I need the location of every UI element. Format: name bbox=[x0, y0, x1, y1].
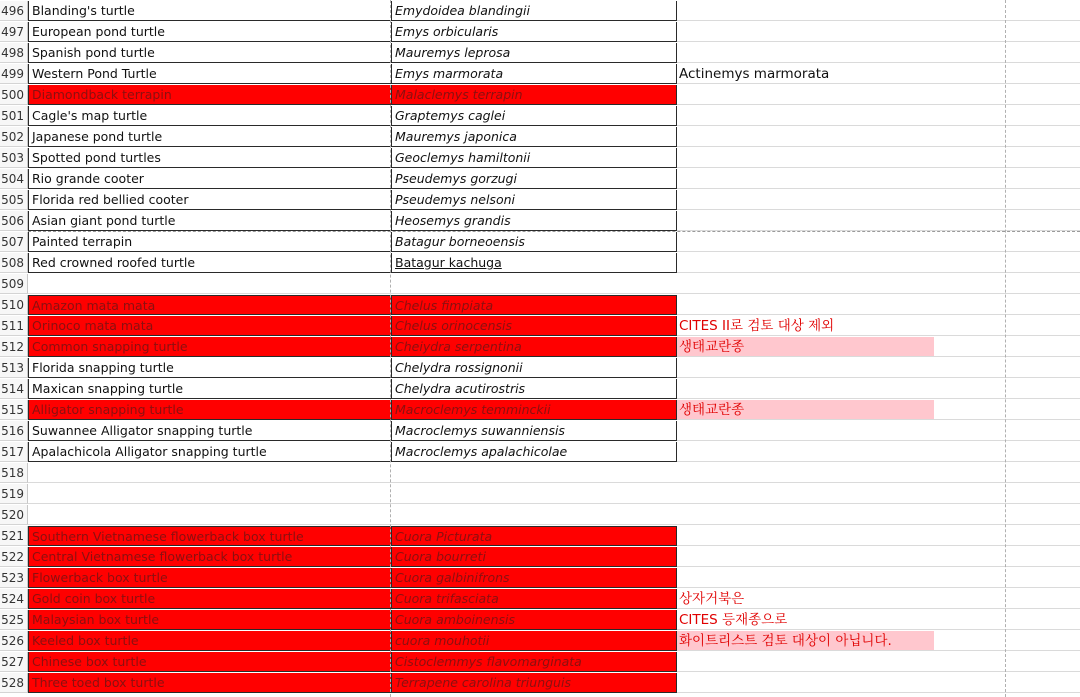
scientific-name-cell[interactable] bbox=[391, 274, 677, 294]
empty-cell[interactable] bbox=[1006, 127, 1080, 147]
common-name-cell[interactable]: Japanese pond turtle bbox=[28, 127, 391, 147]
table-row bbox=[0, 673, 1080, 694]
empty-cell[interactable] bbox=[934, 400, 1006, 420]
empty-cell[interactable] bbox=[934, 631, 1006, 651]
scientific-name-cell[interactable]: Macroclemys suwanniensis bbox=[391, 421, 677, 441]
table-row bbox=[0, 589, 1080, 610]
scientific-name-cell[interactable]: Pseudemys gorzugi bbox=[391, 169, 677, 189]
table-row bbox=[0, 274, 1080, 295]
note-cell[interactable] bbox=[677, 484, 934, 504]
note-cell[interactable]: CITES 등재종으로 bbox=[677, 610, 934, 630]
table-row bbox=[0, 526, 1080, 547]
empty-cell[interactable] bbox=[934, 127, 1006, 147]
row-header[interactable]: 525 bbox=[0, 610, 28, 630]
empty-cell[interactable] bbox=[1006, 358, 1080, 378]
empty-cell[interactable] bbox=[1006, 589, 1080, 609]
table-row bbox=[0, 316, 1080, 337]
empty-cell[interactable] bbox=[934, 43, 1006, 63]
row-header[interactable]: 516 bbox=[0, 421, 28, 441]
table-row bbox=[0, 232, 1080, 253]
note-cell[interactable] bbox=[677, 526, 934, 546]
row-header[interactable]: 509 bbox=[0, 274, 28, 294]
common-name-cell[interactable]: Three toed box turtle bbox=[28, 673, 391, 693]
note-cell[interactable] bbox=[677, 232, 934, 252]
row-header[interactable]: 503 bbox=[0, 148, 28, 168]
empty-cell[interactable] bbox=[1006, 43, 1080, 63]
common-name-cell[interactable]: Alligator snapping turtle bbox=[28, 400, 391, 420]
empty-cell[interactable] bbox=[934, 295, 1006, 315]
scientific-name-cell[interactable]: Cuora bourreti bbox=[391, 547, 677, 567]
row-header[interactable]: 514 bbox=[0, 379, 28, 399]
note-cell[interactable]: 화이트리스트 검토 대상이 아닙니다. bbox=[677, 631, 934, 651]
common-name-cell[interactable]: Asian giant pond turtle bbox=[28, 211, 391, 231]
scientific-name-cell[interactable] bbox=[391, 505, 677, 525]
row-header[interactable]: 498 bbox=[0, 43, 28, 63]
empty-cell[interactable] bbox=[934, 337, 1006, 357]
row-header[interactable]: 501 bbox=[0, 106, 28, 126]
empty-cell[interactable] bbox=[1006, 274, 1080, 294]
empty-cell[interactable] bbox=[1006, 505, 1080, 525]
scientific-name-cell[interactable]: Emys marmorata bbox=[391, 64, 677, 84]
scientific-name-cell[interactable]: Batagur kachuga bbox=[391, 253, 677, 273]
table-row bbox=[0, 253, 1080, 274]
empty-cell[interactable] bbox=[934, 505, 1006, 525]
empty-cell[interactable] bbox=[934, 526, 1006, 546]
row-header[interactable]: 507 bbox=[0, 232, 28, 252]
empty-cell[interactable] bbox=[934, 211, 1006, 231]
note-cell[interactable]: 상자거북은 bbox=[677, 589, 934, 609]
row-header[interactable]: 502 bbox=[0, 127, 28, 147]
empty-cell[interactable] bbox=[1006, 379, 1080, 399]
empty-cell[interactable] bbox=[1006, 295, 1080, 315]
common-name-cell[interactable]: Common snapping turtle bbox=[28, 337, 391, 357]
note-cell[interactable] bbox=[677, 22, 934, 42]
common-name-cell[interactable]: Orinoco mata mata bbox=[28, 316, 391, 336]
common-name-cell[interactable]: Blanding's turtle bbox=[28, 1, 391, 21]
common-name-cell[interactable]: Spanish pond turtle bbox=[28, 43, 391, 63]
scientific-name-cell[interactable]: Macroclemys apalachicolae bbox=[391, 442, 677, 462]
row-header[interactable]: 518 bbox=[0, 463, 28, 483]
common-name-cell[interactable]: Keeled box turtle bbox=[28, 631, 391, 651]
row-header[interactable]: 520 bbox=[0, 505, 28, 525]
empty-cell[interactable] bbox=[934, 85, 1006, 105]
row-header[interactable]: 513 bbox=[0, 358, 28, 378]
empty-cell[interactable] bbox=[1006, 463, 1080, 483]
empty-cell[interactable] bbox=[1006, 316, 1080, 336]
table-row bbox=[0, 169, 1080, 190]
common-name-cell[interactable]: Central Vietnamese flowerback box turtle bbox=[28, 547, 391, 567]
common-name-cell[interactable] bbox=[28, 484, 391, 504]
empty-cell[interactable] bbox=[1006, 610, 1080, 630]
row-header[interactable]: 521 bbox=[0, 526, 28, 546]
empty-cell[interactable] bbox=[1006, 64, 1080, 84]
table-row bbox=[0, 421, 1080, 442]
empty-cell[interactable] bbox=[1006, 169, 1080, 189]
note-cell[interactable]: 생태교란종 bbox=[677, 400, 934, 420]
table-row bbox=[0, 1, 1080, 22]
empty-cell[interactable] bbox=[934, 484, 1006, 504]
table-row bbox=[0, 295, 1080, 316]
common-name-cell[interactable]: Maxican snapping turtle bbox=[28, 379, 391, 399]
empty-cell[interactable] bbox=[934, 421, 1006, 441]
note-cell[interactable] bbox=[677, 169, 934, 189]
empty-cell[interactable] bbox=[934, 316, 1006, 336]
empty-cell[interactable] bbox=[934, 442, 1006, 462]
note-cell[interactable] bbox=[677, 43, 934, 63]
table-row bbox=[0, 610, 1080, 631]
note-cell[interactable] bbox=[677, 505, 934, 525]
empty-cell[interactable] bbox=[934, 358, 1006, 378]
scientific-name-cell[interactable]: Chelydra rossignonii bbox=[391, 358, 677, 378]
common-name-cell[interactable]: Florida red bellied cooter bbox=[28, 190, 391, 210]
common-name-cell[interactable]: Red crowned roofed turtle bbox=[28, 253, 391, 273]
empty-cell[interactable] bbox=[1006, 400, 1080, 420]
table-row bbox=[0, 484, 1080, 505]
empty-cell[interactable] bbox=[1006, 652, 1080, 672]
empty-cell[interactable] bbox=[1006, 106, 1080, 126]
empty-cell[interactable] bbox=[1006, 1, 1080, 21]
scientific-name-cell[interactable]: Graptemys caglei bbox=[391, 106, 677, 126]
empty-cell[interactable] bbox=[934, 568, 1006, 588]
row-header[interactable]: 511 bbox=[0, 316, 28, 336]
common-name-cell[interactable]: Suwannee Alligator snapping turtle bbox=[28, 421, 391, 441]
row-header[interactable]: 527 bbox=[0, 652, 28, 672]
common-name-cell[interactable]: Flowerback box turtle bbox=[28, 568, 391, 588]
table-row bbox=[0, 547, 1080, 568]
table-row bbox=[0, 64, 1080, 85]
row-header[interactable]: 510 bbox=[0, 295, 28, 315]
table-row bbox=[0, 505, 1080, 526]
common-name-cell[interactable]: European pond turtle bbox=[28, 22, 391, 42]
note-cell[interactable] bbox=[677, 274, 934, 294]
row-header[interactable]: 497 bbox=[0, 22, 28, 42]
common-name-cell[interactable] bbox=[28, 463, 391, 483]
empty-cell[interactable] bbox=[934, 22, 1006, 42]
row-header[interactable]: 512 bbox=[0, 337, 28, 357]
table-row bbox=[0, 337, 1080, 358]
note-cell[interactable] bbox=[677, 295, 934, 315]
table-row bbox=[0, 85, 1080, 106]
empty-cell[interactable] bbox=[1006, 190, 1080, 210]
empty-cell[interactable] bbox=[934, 379, 1006, 399]
empty-cell[interactable] bbox=[934, 106, 1006, 126]
note-cell[interactable] bbox=[677, 148, 934, 168]
empty-cell[interactable] bbox=[1006, 337, 1080, 357]
table-row bbox=[0, 442, 1080, 463]
table-row bbox=[0, 148, 1080, 169]
scientific-name-cell[interactable]: Pseudemys nelsoni bbox=[391, 190, 677, 210]
row-header[interactable]: 515 bbox=[0, 400, 28, 420]
empty-cell[interactable] bbox=[934, 232, 1006, 252]
empty-cell[interactable] bbox=[934, 1, 1006, 21]
scientific-name-cell[interactable]: Geoclemys hamiltonii bbox=[391, 148, 677, 168]
note-cell[interactable] bbox=[677, 106, 934, 126]
row-header[interactable]: 505 bbox=[0, 190, 28, 210]
scientific-name-cell[interactable]: Chelus fimpiata bbox=[391, 295, 677, 315]
empty-cell[interactable] bbox=[934, 589, 1006, 609]
table-row bbox=[0, 631, 1080, 652]
scientific-name-cell[interactable]: Terrapene carolina triunguis bbox=[391, 673, 677, 693]
note-cell[interactable] bbox=[677, 253, 934, 273]
note-cell[interactable] bbox=[677, 652, 934, 672]
row-header[interactable]: 528 bbox=[0, 673, 28, 693]
note-cell[interactable] bbox=[677, 85, 934, 105]
empty-cell[interactable] bbox=[934, 673, 1006, 693]
table-row bbox=[0, 127, 1080, 148]
common-name-cell[interactable]: Florida snapping turtle bbox=[28, 358, 391, 378]
table-row bbox=[0, 400, 1080, 421]
common-name-cell[interactable]: Malaysian box turtle bbox=[28, 610, 391, 630]
scientific-name-cell[interactable]: Cuora galbinifrons bbox=[391, 568, 677, 588]
empty-cell[interactable] bbox=[934, 169, 1006, 189]
row-header[interactable]: 523 bbox=[0, 568, 28, 588]
common-name-cell[interactable]: Gold coin box turtle bbox=[28, 589, 391, 609]
common-name-cell[interactable]: Painted terrapin bbox=[28, 232, 391, 252]
common-name-cell[interactable]: Apalachicola Alligator snapping turtle bbox=[28, 442, 391, 462]
empty-cell[interactable] bbox=[1006, 673, 1080, 693]
note-cell[interactable] bbox=[677, 379, 934, 399]
note-cell[interactable] bbox=[677, 1, 934, 21]
empty-cell[interactable] bbox=[934, 274, 1006, 294]
common-name-cell[interactable]: Rio grande cooter bbox=[28, 169, 391, 189]
row-header[interactable]: 504 bbox=[0, 169, 28, 189]
scientific-name-cell[interactable]: Chelus orinocensis bbox=[391, 316, 677, 336]
empty-cell[interactable] bbox=[1006, 442, 1080, 462]
scientific-name-cell[interactable]: Cheiydra serpentina bbox=[391, 337, 677, 357]
common-name-cell[interactable] bbox=[28, 505, 391, 525]
empty-cell[interactable] bbox=[1006, 484, 1080, 504]
scientific-name-cell[interactable]: Mauremys japonica bbox=[391, 127, 677, 147]
empty-cell[interactable] bbox=[934, 547, 1006, 567]
scientific-name-cell[interactable]: Chelydra acutirostris bbox=[391, 379, 677, 399]
scientific-name-cell[interactable]: Macroclemys temminckii bbox=[391, 400, 677, 420]
note-cell[interactable] bbox=[677, 463, 934, 483]
row-header[interactable]: 500 bbox=[0, 85, 28, 105]
scientific-name-cell[interactable]: Heosemys grandis bbox=[391, 211, 677, 231]
note-cell[interactable] bbox=[677, 442, 934, 462]
scientific-name-cell[interactable]: Emys orbicularis bbox=[391, 22, 677, 42]
empty-cell[interactable] bbox=[1006, 421, 1080, 441]
note-cell[interactable] bbox=[677, 568, 934, 588]
note-cell[interactable]: CITES II로 검토 대상 제외 bbox=[677, 316, 934, 336]
scientific-name-cell[interactable]: Batagur borneoensis bbox=[391, 232, 677, 252]
scientific-name-cell[interactable]: Cuora trifasciata bbox=[391, 589, 677, 609]
table-row bbox=[0, 211, 1080, 232]
common-name-cell[interactable]: Chinese box turtle bbox=[28, 652, 391, 672]
note-cell[interactable] bbox=[677, 211, 934, 231]
empty-cell[interactable] bbox=[1006, 631, 1080, 651]
row-header[interactable]: 499 bbox=[0, 64, 28, 84]
row-header[interactable]: 519 bbox=[0, 484, 28, 504]
empty-cell[interactable] bbox=[934, 148, 1006, 168]
common-name-cell[interactable]: Amazon mata mata bbox=[28, 295, 391, 315]
scientific-name-cell[interactable] bbox=[391, 463, 677, 483]
table-row bbox=[0, 106, 1080, 127]
row-header[interactable]: 508 bbox=[0, 253, 28, 273]
table-row bbox=[0, 463, 1080, 484]
table-row bbox=[0, 568, 1080, 589]
note-cell[interactable]: 생태교란종 bbox=[677, 337, 934, 357]
empty-cell[interactable] bbox=[1006, 211, 1080, 231]
note-cell[interactable] bbox=[677, 673, 934, 693]
note-cell[interactable] bbox=[677, 358, 934, 378]
empty-cell[interactable] bbox=[1006, 22, 1080, 42]
note-cell[interactable] bbox=[677, 547, 934, 567]
table-row bbox=[0, 652, 1080, 673]
empty-cell[interactable] bbox=[934, 652, 1006, 672]
note-cell[interactable] bbox=[677, 421, 934, 441]
empty-cell[interactable] bbox=[1006, 253, 1080, 273]
empty-cell[interactable] bbox=[934, 190, 1006, 210]
table-row bbox=[0, 190, 1080, 211]
common-name-cell[interactable]: Western Pond Turtle bbox=[28, 64, 391, 84]
row-header[interactable]: 524 bbox=[0, 589, 28, 609]
scientific-name-cell[interactable]: Cistoclemmys flavomarginata bbox=[391, 652, 677, 672]
empty-cell[interactable] bbox=[1006, 526, 1080, 546]
scientific-name-cell[interactable]: Cuora Picturata bbox=[391, 526, 677, 546]
row-header[interactable]: 517 bbox=[0, 442, 28, 462]
scientific-name-cell[interactable]: Cuora amboinensis bbox=[391, 610, 677, 630]
common-name-cell[interactable]: Spotted pond turtles bbox=[28, 148, 391, 168]
note-cell[interactable]: Actinemys marmorata bbox=[677, 64, 934, 84]
table-row bbox=[0, 43, 1080, 64]
table-row bbox=[0, 22, 1080, 43]
empty-cell[interactable] bbox=[934, 610, 1006, 630]
note-cell[interactable] bbox=[677, 127, 934, 147]
row-header[interactable]: 526 bbox=[0, 631, 28, 651]
empty-cell[interactable] bbox=[1006, 547, 1080, 567]
empty-cell[interactable] bbox=[1006, 232, 1080, 252]
empty-cell[interactable] bbox=[934, 463, 1006, 483]
common-name-cell[interactable]: Diamondback terrapin bbox=[28, 85, 391, 105]
note-cell[interactable] bbox=[677, 190, 934, 210]
scientific-name-cell[interactable] bbox=[391, 484, 677, 504]
scientific-name-cell[interactable]: Malaclemys terrapin bbox=[391, 85, 677, 105]
row-header[interactable]: 522 bbox=[0, 547, 28, 567]
common-name-cell[interactable]: Cagle's map turtle bbox=[28, 106, 391, 126]
scientific-name-cell[interactable]: Mauremys leprosa bbox=[391, 43, 677, 63]
row-header[interactable]: 506 bbox=[0, 211, 28, 231]
common-name-cell[interactable] bbox=[28, 274, 391, 294]
scientific-name-cell[interactable]: Emydoidea blandingii bbox=[391, 1, 677, 21]
empty-cell[interactable] bbox=[934, 64, 1006, 84]
empty-cell[interactable] bbox=[1006, 568, 1080, 588]
row-header[interactable]: 496 bbox=[0, 1, 28, 21]
empty-cell[interactable] bbox=[1006, 148, 1080, 168]
empty-cell[interactable] bbox=[1006, 85, 1080, 105]
common-name-cell[interactable]: Southern Vietnamese flowerback box turtle bbox=[28, 526, 391, 546]
empty-cell[interactable] bbox=[934, 253, 1006, 273]
scientific-name-cell[interactable]: cuora mouhotii bbox=[391, 631, 677, 651]
table-row bbox=[0, 379, 1080, 400]
table-row bbox=[0, 358, 1080, 379]
